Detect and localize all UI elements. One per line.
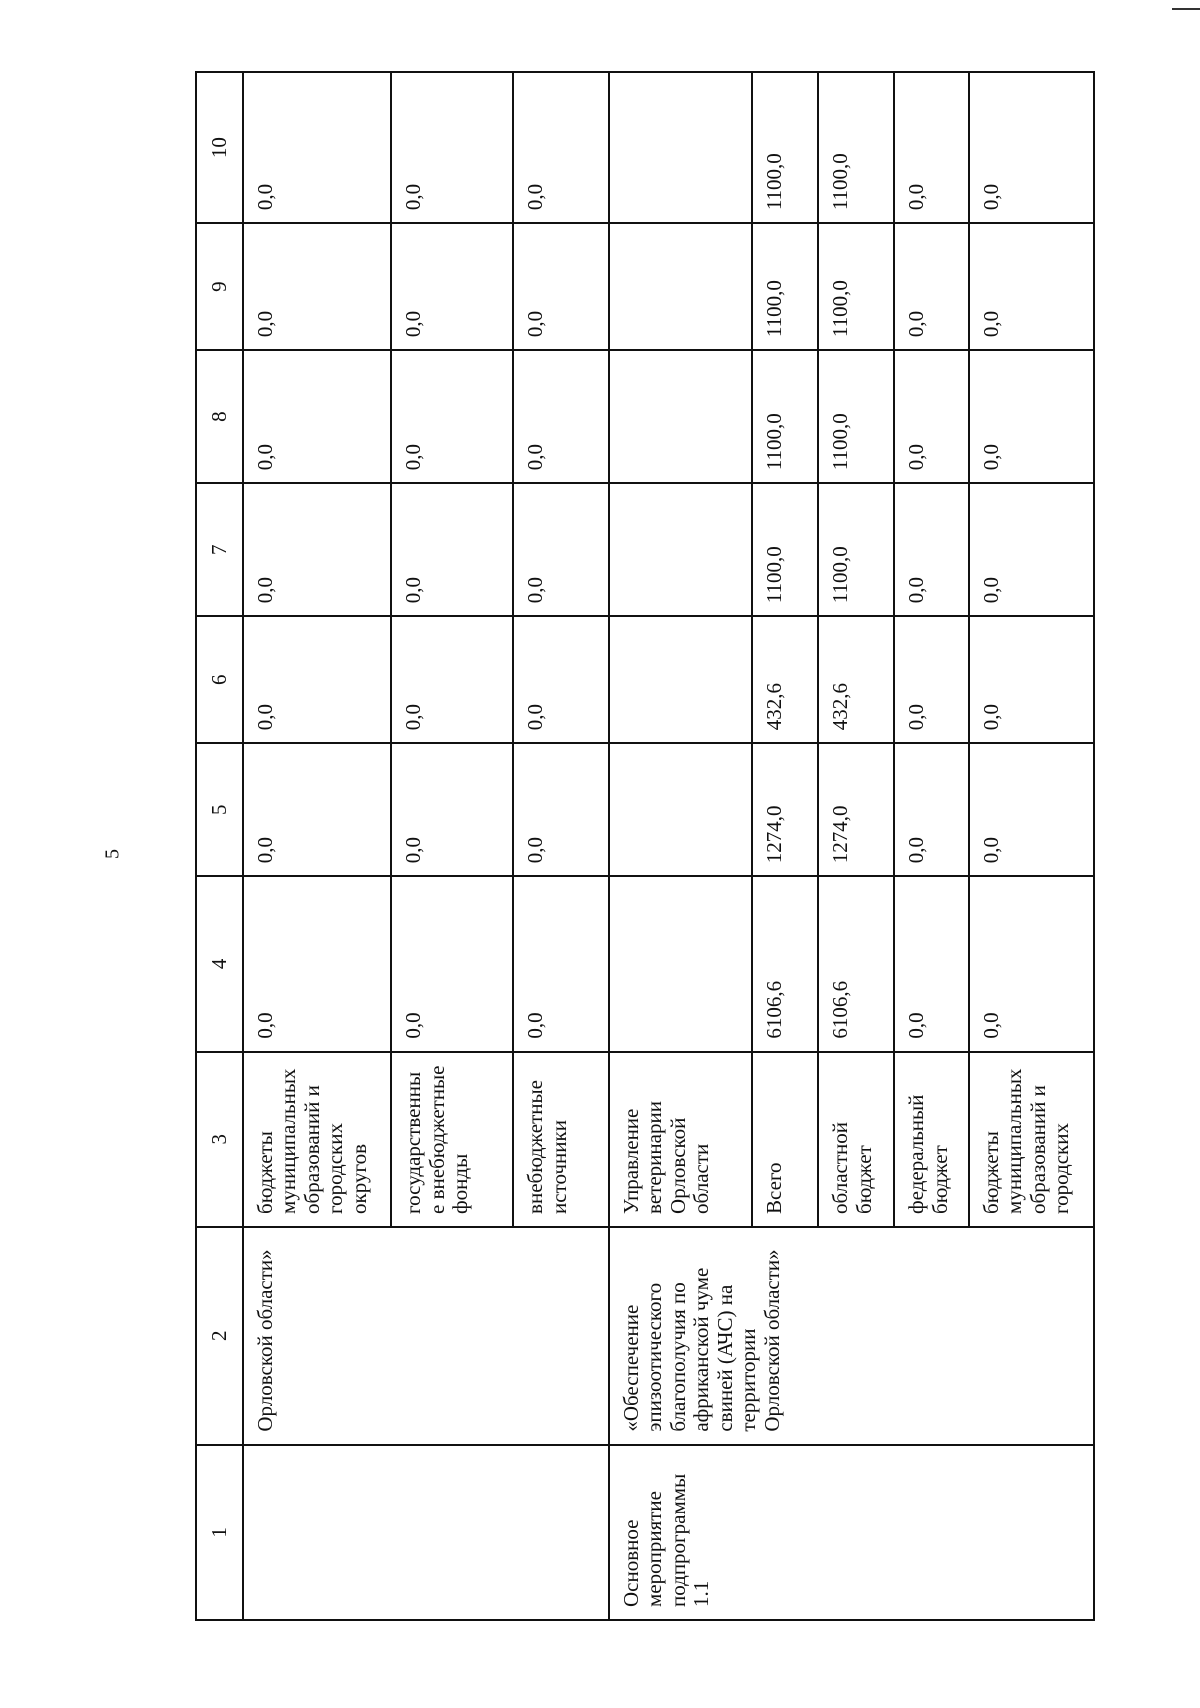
amount-cell xyxy=(609,616,752,743)
column-number: 7 xyxy=(196,483,243,616)
column-number: 5 xyxy=(196,743,243,876)
amount-cell xyxy=(609,743,752,876)
funding-source-cell: государственные внебюджетные фонды xyxy=(391,1052,513,1227)
funding-source-cell: федеральный бюджет xyxy=(894,1052,968,1227)
amount-cell xyxy=(609,483,752,616)
funding-source-cell: областной бюджет xyxy=(818,1052,894,1227)
amount-cell: 0,0 xyxy=(243,743,392,876)
measure-code-cell: Основное мероприятие подпрограммы 1.1 xyxy=(609,1445,1094,1620)
amount-cell: 0,0 xyxy=(969,743,1094,876)
amount-cell xyxy=(609,350,752,483)
table-row xyxy=(609,72,752,1620)
amount-cell: 0,0 xyxy=(894,350,968,483)
amount-cell: 0,0 xyxy=(894,223,968,350)
measure-name-cell: Орловской области» xyxy=(243,1227,609,1445)
amount-cell: 1100,0 xyxy=(752,483,818,616)
amount-cell: 0,0 xyxy=(391,350,513,483)
funding-source-cell: внебюджетные источники xyxy=(513,1052,609,1227)
amount-cell: 1100,0 xyxy=(818,483,894,616)
amount-cell: 0,0 xyxy=(243,223,392,350)
amount-cell: 0,0 xyxy=(243,616,392,743)
amount-cell: 6106,6 xyxy=(752,876,818,1051)
amount-cell: 0,0 xyxy=(513,350,609,483)
amount-cell: 0,0 xyxy=(969,616,1094,743)
amount-cell xyxy=(609,876,752,1051)
measure-name-cell: «Обеспечение эпизоотического благополучия по африканской чуме свиней (АЧС) на территории Орловской области» xyxy=(609,1227,1094,1445)
column-number: 1 xyxy=(196,1445,243,1620)
amount-cell: 0,0 xyxy=(513,223,609,350)
amount-cell: 0,0 xyxy=(969,223,1094,350)
amount-cell: 0,0 xyxy=(513,743,609,876)
amount-cell: 1100,0 xyxy=(818,223,894,350)
amount-cell: 6106,6 xyxy=(818,876,894,1051)
amount-cell: 0,0 xyxy=(391,223,513,350)
amount-cell: 1274,0 xyxy=(752,743,818,876)
column-number: 3 xyxy=(196,1052,243,1227)
amount-cell: 1100,0 xyxy=(752,350,818,483)
amount-cell: 0,0 xyxy=(894,72,968,223)
table-row xyxy=(243,72,392,1620)
measure-code-cell xyxy=(243,1445,609,1620)
funding-source-cell: бюджеты муниципальных образований и городских xyxy=(969,1052,1094,1227)
amount-cell: 0,0 xyxy=(969,483,1094,616)
page-number: 5 xyxy=(101,849,124,859)
funding-source-cell: Управление ветеринарии Орловской области xyxy=(609,1052,752,1227)
amount-cell: 432,6 xyxy=(818,616,894,743)
amount-cell: 0,0 xyxy=(513,616,609,743)
amount-cell: 0,0 xyxy=(391,876,513,1051)
funding-source-cell: Всего xyxy=(752,1052,818,1227)
rotated-table-wrapper xyxy=(195,71,1095,1621)
column-number: 6 xyxy=(196,616,243,743)
amount-cell: 1100,0 xyxy=(752,223,818,350)
amount-cell: 1100,0 xyxy=(752,72,818,223)
table-body xyxy=(196,72,1094,1620)
amount-cell: 0,0 xyxy=(894,743,968,876)
amount-cell: 0,0 xyxy=(243,72,392,223)
amount-cell: 0,0 xyxy=(969,350,1094,483)
amount-cell: 0,0 xyxy=(513,483,609,616)
amount-cell: 0,0 xyxy=(243,876,392,1051)
budget-table xyxy=(195,71,1095,1621)
amount-cell: 1274,0 xyxy=(818,743,894,876)
amount-cell: 0,0 xyxy=(513,876,609,1051)
amount-cell xyxy=(609,223,752,350)
column-number: 9 xyxy=(196,223,243,350)
amount-cell: 0,0 xyxy=(391,616,513,743)
amount-cell: 0,0 xyxy=(243,483,392,616)
scan-mark xyxy=(1172,8,1200,10)
amount-cell: 0,0 xyxy=(894,616,968,743)
amount-cell xyxy=(609,72,752,223)
column-number: 2 xyxy=(196,1227,243,1445)
amount-cell: 0,0 xyxy=(391,743,513,876)
amount-cell: 0,0 xyxy=(969,876,1094,1051)
amount-cell: 1100,0 xyxy=(818,72,894,223)
amount-cell: 0,0 xyxy=(243,350,392,483)
amount-cell: 432,6 xyxy=(752,616,818,743)
funding-source-cell: бюджеты муниципальных образований и городских округов xyxy=(243,1052,392,1227)
amount-cell: 0,0 xyxy=(391,483,513,616)
column-number: 4 xyxy=(196,876,243,1051)
amount-cell: 0,0 xyxy=(894,876,968,1051)
amount-cell: 0,0 xyxy=(513,72,609,223)
amount-cell: 0,0 xyxy=(969,72,1094,223)
column-number: 8 xyxy=(196,350,243,483)
column-number: 10 xyxy=(196,72,243,223)
column-number-row xyxy=(196,72,243,1620)
amount-cell: 0,0 xyxy=(894,483,968,616)
amount-cell: 1100,0 xyxy=(818,350,894,483)
amount-cell: 0,0 xyxy=(391,72,513,223)
